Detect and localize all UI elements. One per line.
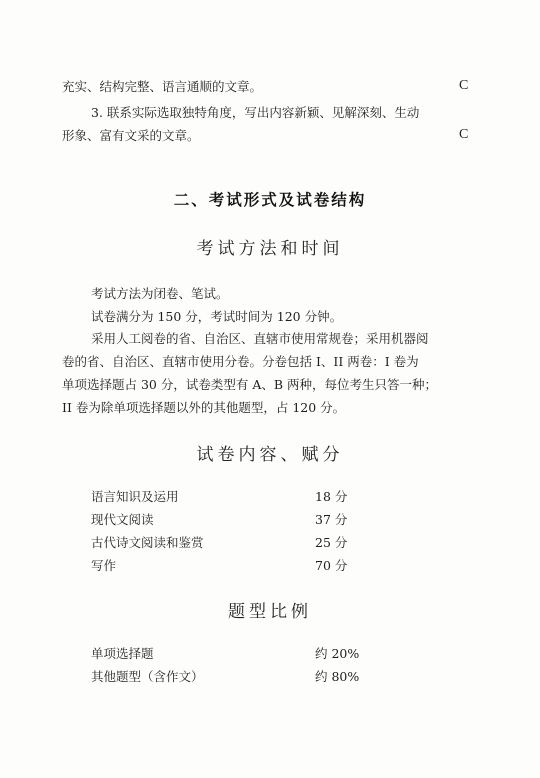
body-text-line: II 卷为除单项选择题以外的其他题型，占 120 分。: [62, 400, 346, 415]
body-text-line: 充实、结构完整、语言通顺的文章。: [62, 79, 263, 94]
content-row-name: 语言知识及运用: [91, 489, 179, 504]
content-row-score: 18 分: [315, 489, 348, 504]
content-row-score: 37 分: [315, 512, 348, 527]
ratio-row-value: 约 20%: [315, 646, 360, 661]
grade-letter: C: [459, 78, 469, 93]
subsection-heading-exam-method: 考试方法和时间: [196, 239, 344, 259]
subsection-heading-question-ratio: 题型比例: [228, 602, 312, 622]
ratio-row-name: 其他题型（含作文）: [91, 669, 204, 684]
body-text-line: 单项选择题占 30 分，试卷类型有 A、B 两种，每位考生只答一种；: [62, 377, 438, 392]
subsection-heading-content-scores: 试卷内容、赋分: [196, 445, 344, 465]
body-text-line: 采用人工阅卷的省、自治区、直辖市使用常规卷；采用机器阅: [91, 331, 429, 346]
grade-letter: C: [459, 127, 469, 142]
body-text-line: 考试方法为闭卷、笔试。: [91, 286, 229, 301]
content-row-score: 25 分: [315, 535, 348, 550]
content-row-name: 现代文阅读: [91, 512, 154, 527]
body-text-line: 形象、富有文采的文章。: [62, 128, 200, 143]
body-text-line: 卷的省、自治区、直辖市使用分卷。分卷包括 I、II 两卷：I 卷为: [62, 354, 419, 369]
section-title: 二、考试形式及试卷结构: [173, 191, 367, 209]
content-row-name: 古代诗文阅读和鉴赏: [91, 535, 204, 550]
ratio-row-name: 单项选择题: [91, 646, 154, 661]
body-text-line: 3. 联系实际选取独特角度，写出内容新颖、见解深刻、生动: [91, 105, 420, 120]
content-row-name: 写作: [91, 558, 117, 573]
body-text-line: 试卷满分为 150 分，考试时间为 120 分钟。: [91, 309, 343, 324]
content-row-score: 70 分: [315, 558, 348, 573]
ratio-row-value: 约 80%: [315, 669, 360, 684]
